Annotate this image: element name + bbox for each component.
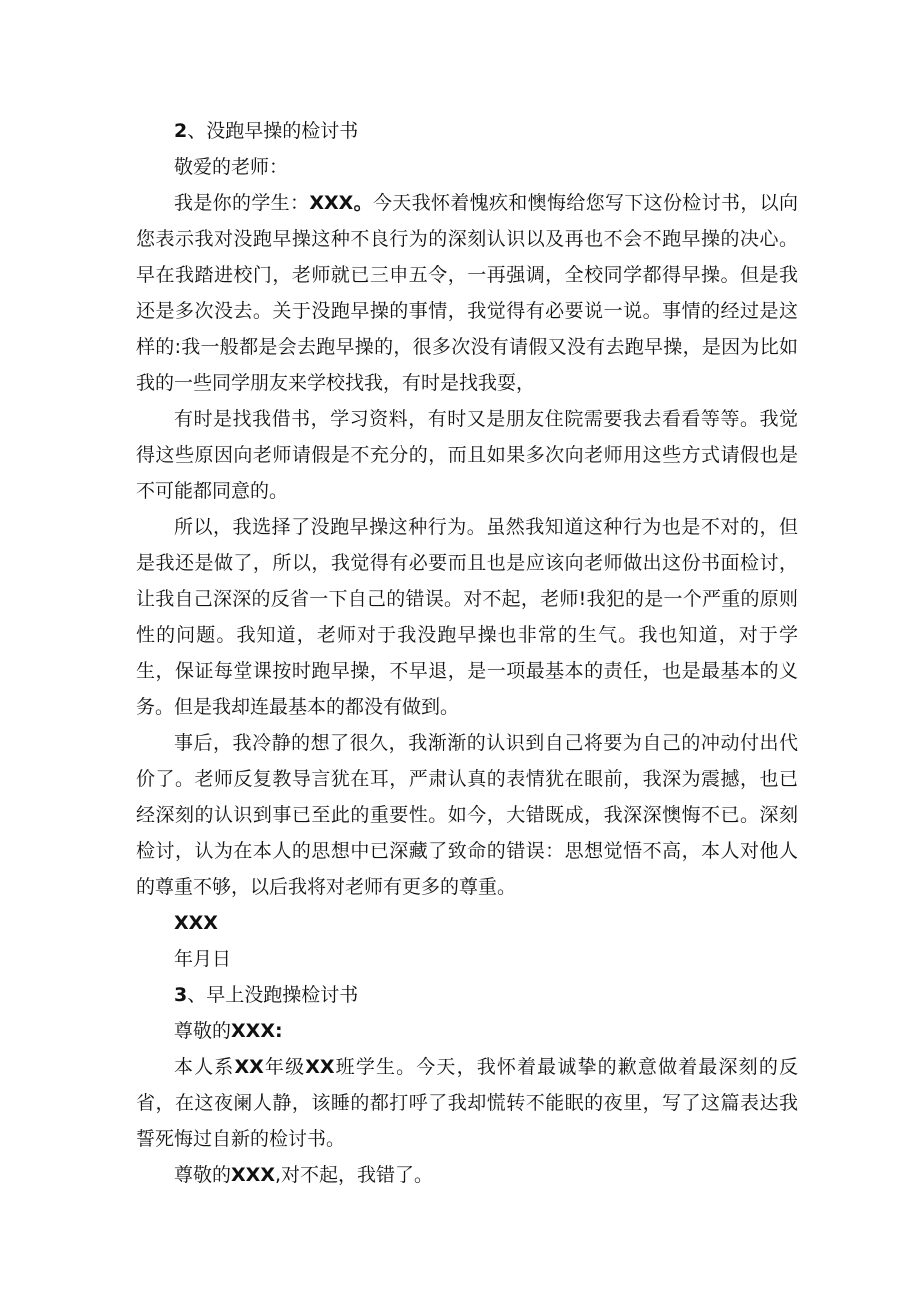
recipient-name: XXX [231, 1164, 275, 1186]
paragraph-text: 班学生。今天，我怀着最诚挚的歉意做着最深刻的反省，在这夜阑人静，该睡的都打呼了我却慌转不能眠的夜里，写了这篇表达我誓死悔过自新的检讨书。 [136, 1056, 798, 1150]
paragraph-text: 今天我怀着愧疚和懊悔给您写下这份检讨书，以向您表示我对没跑早操这种不良行为的深刻认识以及再也不会不跑早操的决心。早在我踏进校门，老师就已三申五令，一再强调，全校同学都得早操。但是我还是多次没去。关于没跑早操的事情，我觉得有必要说一说。事情的经过是这样的:我一般都是会去跑早操的，很多次没有请假又没有去跑早操，是因为比如我的一些同学朋友来学校找我，有时是找我耍， [136, 192, 798, 394]
section-2-date: 年月日 [174, 948, 232, 970]
paragraph-text: 年级 [263, 1056, 306, 1078]
section-2-paragraph-4: 事后，我冷静的想了很久，我渐渐的认识到自己将要为自己的冲动付出代价了。老师反复教导言犹在耳，严肃认真的表情犹在眼前，我深为震撼，也已经深刻的认识到事已至此的重要性。如今，大错既成，我深深懊悔不已。深刻检讨，认为在本人的思想中已深藏了致命的错误：思想觉悟不高，本人对他人的尊重不够，以后我将对老师有更多的尊重。 [136, 732, 798, 898]
section-3-paragraph-1 [136, 1049, 798, 1157]
paragraph-text: 我是你的学生： [174, 192, 310, 214]
section-2-signature: XXX [174, 912, 218, 934]
section-2-paragraph-2: 有时是找我借书，学习资料，有时又是朋友住院需要我去看看等等。我觉得这些原因向老师请假是不充分的，而且如果多次向老师用这些方式请假也是不可能都同意的。 [136, 408, 798, 502]
section-2-title: 、没跑早操的检讨书 [187, 120, 359, 142]
document-page [136, 113, 798, 1193]
section-3-number: 3 [174, 984, 188, 1006]
salutation-text: 尊敬的 [174, 1020, 232, 1042]
section-3-paragraph-2 [136, 1157, 798, 1193]
section-3-salutation [136, 1013, 798, 1049]
section-2-heading [136, 113, 798, 149]
section-2-salutation: 敬爱的老师： [174, 156, 289, 178]
section-3-heading [136, 977, 798, 1013]
recipient-name: XXX: [231, 1020, 283, 1042]
class-placeholder: XX [305, 1056, 335, 1078]
section-3-title: 、早上没跑操检讨书 [187, 984, 359, 1006]
grade-placeholder: XX [234, 1056, 264, 1078]
paragraph-text: 尊敬的 [174, 1164, 232, 1186]
section-2-number: 2 [174, 120, 188, 142]
section-2-paragraph-3: 所以，我选择了没跑早操这种行为。虽然我知道这种行为也是不对的，但是我还是做了，所以，我觉得有必要而且也是应该向老师做出这份书面检讨，让我自己深深的反省一下自己的错误。对不起，老师!我犯的是一个严重的原则性的问题。我知道，老师对于我没跑早操也非常的生气。我也知道，对于学生，保证每堂课按时跑早操，不早退，是一项最基本的责任，也是最基本的义务。但是我却连最基本的都没有做到。 [136, 516, 798, 718]
paragraph-text: ,对不起，我错了。 [274, 1164, 434, 1186]
section-2-paragraph-1 [136, 185, 798, 401]
paragraph-text: 本人系 [174, 1056, 235, 1078]
student-name: XXX。 [309, 192, 373, 214]
